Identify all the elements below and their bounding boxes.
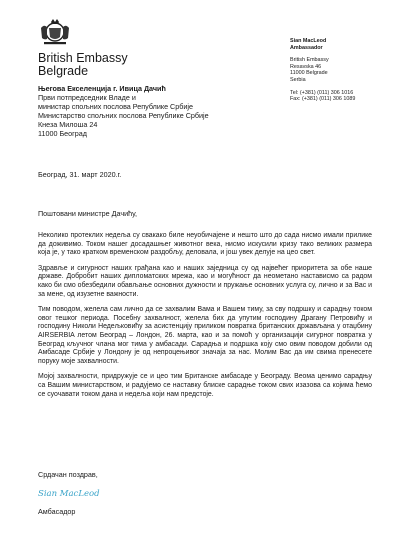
body-paragraph: Неколико протеклих недеља су свакако биле неуобичајене и нешто што до сада нисмо имали прилике да доживимо. Током нашег досадашњег животног века, нисмо искусили кризу тако великих размера која је, у тако кратком временском раздобљу, деловала, и још увек делује на цео свет.	[38, 232, 372, 257]
closing: Срдачан поздрав,	[38, 470, 98, 479]
letter-body	[38, 232, 372, 406]
body-paragraph: Тим поводом, желела сам лично да се захвалим Вама и Вашем тиму, за сву подршку и сарадњу током овог тешког периода. Посебну захвалност, желела бих да упутим господину Драгану Петровићу и господину Николи Недељковићу за асистенцију приликом повратка британских држављана у отаџбину AIRSERBIA летом Београд – Лондон, 26. марта, као и за помоћ у организацији сигурног повратка у Београд кључног члана мог тима у амбасади. Сарадња и подршка коју смо овим поводом добили од Амбасаде Србије у Лондону је од непроцењивог значаја за нас. Молим Вас да им свима пренесете поруку моје захвалности.	[38, 306, 372, 365]
sender-fax: Fax: (+381) (011) 306 1089	[290, 96, 356, 103]
sender-block	[290, 38, 355, 103]
recipient-line: министар спољних послова Републике Србије	[38, 102, 193, 111]
recipient-name: Његова Екселенција г. Ивица Дачић	[38, 84, 166, 93]
recipient-line: Министарство спољних послова Републике Србије	[38, 111, 209, 120]
recipient-line: Први потпредседник Владе и	[38, 93, 136, 102]
sender-address-line: 11000 Belgrade	[290, 70, 328, 77]
recipient-block	[38, 84, 209, 138]
sender-name: Sian MacLeod	[290, 38, 327, 44]
body-paragraph: Мојој захвалности, придружује се и цео тим Британске амбасаде у Београду. Веома ценимо сарадњу са Вашим министарством, и радујемо се наставку блиске сарадње током свих изазова са којима ћемо се суочавати током дана и недеља који нам предстоје.	[38, 373, 372, 398]
recipient-line: Кнеза Милоша 24	[38, 120, 98, 129]
sender-address-line: British Embassy	[290, 57, 329, 64]
sender-address-line: Resavska 46	[290, 63, 322, 70]
sender-address-line: Serbia	[290, 76, 306, 83]
embassy-name-line1: British Embassy	[38, 51, 128, 65]
royal-coat-of-arms-icon	[38, 14, 72, 48]
recipient-line: 11000 Београд	[38, 129, 87, 138]
signature: Sian MacLeod	[38, 489, 100, 499]
salutation: Поштовани министре Дачићу,	[38, 209, 138, 218]
letter-date: Београд, 31. март 2020.г.	[38, 170, 122, 179]
sender-tel: Tel: (+381) (011) 306 1016	[290, 89, 354, 96]
signer-title: Амбасадор	[38, 507, 76, 516]
embassy-name-line2: Belgrade	[38, 64, 89, 78]
embassy-name	[38, 52, 128, 78]
body-paragraph: Здравље и сигурност наших грађана као и наших заједница су од највећег приоритета за обе наше државе. Добробит наших дипломатских мрежа, као и могућност да неометано настависмо са радом како би смо обезбедили обављање основних дужности и пружање основних услуга су, лично и за Вас и за мене, од изузетне важности.	[38, 264, 372, 298]
sender-role: Ambassador	[290, 44, 323, 51]
